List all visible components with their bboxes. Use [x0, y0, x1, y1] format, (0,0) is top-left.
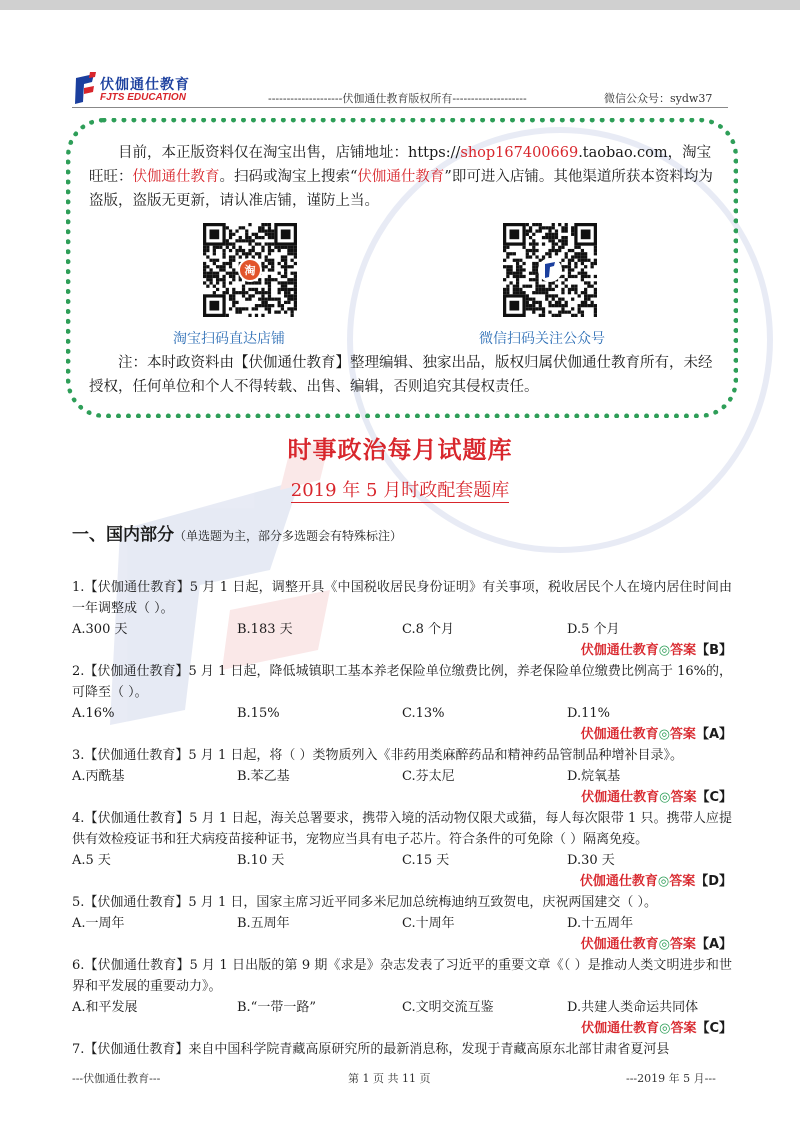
- answer-bullet-icon: ◎: [658, 643, 671, 658]
- option-item: B.苯乙基: [237, 769, 290, 784]
- option-item: C.8 个月: [402, 622, 455, 637]
- answer-letter: 【A】: [695, 937, 732, 952]
- copyright-note: 注：本时政资料由【伏伽通仕教育】整理编辑、独家出品，版权归属伏伽通仕教育所有，未经授权，任何单位和个人不得转载、出售、编辑，否则追究其侵权责任。: [89, 355, 713, 395]
- answer-letter: 【D】: [695, 874, 732, 889]
- section-note: （单选题为主，部分多选题会有特殊标注）: [174, 529, 403, 543]
- option-item: B.五周年: [237, 916, 290, 931]
- question-item: [72, 577, 732, 661]
- answer-letter: 【C】: [696, 790, 732, 805]
- logo-english-name: FJTS EDUCATION: [100, 92, 186, 103]
- option-item: C.芬太尼: [402, 769, 455, 784]
- header-copyright: --------------------伏伽通仕教育版权所有--------------------: [268, 92, 527, 105]
- wechat-qr-caption: 微信扫码关注公众号: [479, 331, 605, 347]
- answer-line: 伏伽通仕教育◎答案【A】: [580, 727, 732, 742]
- footer-left: ---伏伽通仕教育---: [72, 1072, 161, 1085]
- question-options: [72, 619, 732, 640]
- question-stem: 1.【伏伽通仕教育】5 月 1 日起，调整开具《中国税收居民身份证明》有关事项，税收居民个人在境内居住时间由一年调整成（ ）。: [72, 580, 732, 616]
- answer-bullet-icon: ◎: [659, 790, 671, 805]
- question-options: [72, 913, 732, 934]
- question-stem: 3.【伏伽通仕教育】5 月 1 日起，将（ ）类物质列入《非药用类麻醉药品和精神药品管制品种增补目录》。: [72, 748, 683, 763]
- question-item: [72, 955, 732, 1039]
- logo-chinese-name: 伏伽通仕教育: [100, 77, 190, 93]
- option-item: D.5 个月: [567, 622, 620, 637]
- question-options: [72, 850, 732, 871]
- option-item: B.“一带一路”: [237, 1000, 316, 1015]
- question-item: [72, 661, 732, 745]
- viewer-top-bar: [0, 0, 800, 10]
- page-subtitle: 2019 年 5 月时政配套题库: [290, 480, 510, 501]
- answer-letter: 【B】: [696, 643, 732, 658]
- shop-name: 伏伽通仕教育: [132, 169, 220, 185]
- shop-link[interactable]: shop167400669: [460, 145, 579, 161]
- answer-letter: 【A】: [695, 727, 732, 742]
- option-item: A.和平发展: [72, 1000, 138, 1015]
- option-item: A.16%: [72, 706, 115, 721]
- option-item: C.十周年: [402, 916, 455, 931]
- option-item: A.5 天: [72, 853, 111, 868]
- question-stem: 6.【伏伽通仕教育】5 月 1 日出版的第 9 期《求是》杂志发表了习近平的重要文章《（ ）是推动人类文明进步和世界和平发展的重要动力》。: [72, 958, 732, 994]
- option-item: B.183 天: [237, 622, 293, 637]
- header-wechat-id: 微信公众号：sydw37: [604, 92, 713, 105]
- question-item: [72, 745, 732, 808]
- question-item: [72, 808, 732, 892]
- question-stem: 5.【伏伽通仕教育】5 月 1 日，国家主席习近平同多米尼加总统梅迪纳互致贺电，庆祝两国建交（ ）。: [72, 895, 657, 910]
- option-item: A.300 天: [72, 622, 128, 637]
- option-item: B.10 天: [237, 853, 285, 868]
- page-number: 第 1 页 共 11 页: [348, 1072, 431, 1085]
- question-stem: 2.【伏伽通仕教育】5 月 1 日起，降低城镇职工基本养老保险单位缴费比例，养老保险单位缴费比例高于 16%的，可降至（ ）。: [72, 664, 732, 700]
- answer-bullet-icon: ◎: [657, 874, 670, 889]
- option-item: D.烷氧基: [567, 769, 621, 784]
- answer-line: 伏伽通仕教育◎答案【D】: [579, 874, 732, 889]
- question-options: [72, 703, 732, 724]
- option-item: D.30 天: [567, 853, 615, 868]
- logo-mark-icon: [72, 72, 98, 108]
- option-item: A.丙酰基: [72, 769, 125, 784]
- question-stem: 4.【伏伽通仕教育】5 月 1 日起，海关总署要求，携带入境的活动物仅限犬或猫，每人每次限带 1 只。携带人应提供有效检疫证书和狂犬病疫苗接种证书，宠物应当具有电子芯片。符合条件的可免除（ ）隔离免疫。: [72, 811, 732, 847]
- answer-line: 伏伽通仕教育◎答案【A】: [580, 937, 732, 952]
- question-list: [72, 577, 732, 1060]
- answer-line: 伏伽通仕教育◎答案【C】: [581, 790, 732, 805]
- wechat-qr-code[interactable]: [503, 223, 597, 317]
- document-page: [0, 10, 800, 1132]
- answer-bullet-icon: ◎: [659, 1021, 671, 1036]
- svg-text:淘: 淘: [244, 264, 256, 277]
- question-options: [72, 766, 732, 787]
- page-title: 时事政治每月试题库: [287, 436, 513, 464]
- answer-line: 伏伽通仕教育◎答案【B】: [580, 643, 732, 658]
- option-item: C.15 天: [402, 853, 450, 868]
- option-item: C.13%: [402, 706, 445, 721]
- answer-bullet-icon: ◎: [658, 937, 670, 952]
- taobao-qr-code[interactable]: [203, 223, 297, 317]
- footer-right: ---2019 年 5 月---: [626, 1072, 716, 1085]
- option-item: D.共建人类命运共同体: [567, 1000, 699, 1015]
- option-item: B.15%: [237, 706, 280, 721]
- question-stem: 7.【伏伽通仕教育】来自中国科学院青藏高原研究所的最新消息称，发现于青藏高原东北部甘肃省夏河县: [72, 1042, 670, 1057]
- notice-box: [66, 118, 738, 418]
- header-divider: [72, 107, 728, 108]
- option-item: A.一周年: [72, 916, 125, 931]
- question-options: [72, 997, 732, 1018]
- notice-paragraph: 目前，本正版资料仅在淘宝出售，店铺地址：https://shop167400669.taobao.com，淘宝旺旺：伏伽通仕教育。扫码或淘宝上搜索“伏伽通仕教育”即可进入店铺。其他渠道所获本资料均为盗版，盗版无更新，请认准店铺，谨防上当。: [89, 145, 713, 209]
- company-logo: [72, 72, 212, 112]
- shop-name: 伏伽通仕教育: [357, 169, 445, 185]
- answer-letter: 【C】: [696, 1021, 732, 1036]
- option-item: D.十五周年: [567, 916, 634, 931]
- question-item: [72, 892, 732, 955]
- question-item: [72, 1039, 732, 1060]
- answer-bullet-icon: ◎: [658, 727, 670, 742]
- option-item: C.文明交流互鉴: [402, 1000, 494, 1015]
- option-item: D.11%: [567, 706, 610, 721]
- taobao-qr-caption: 淘宝扫码直达店铺: [173, 331, 285, 347]
- section-heading: 一、国内部分（单选题为主，部分多选题会有特殊标注）: [72, 525, 403, 545]
- answer-line: 伏伽通仕教育◎答案【C】: [581, 1021, 732, 1036]
